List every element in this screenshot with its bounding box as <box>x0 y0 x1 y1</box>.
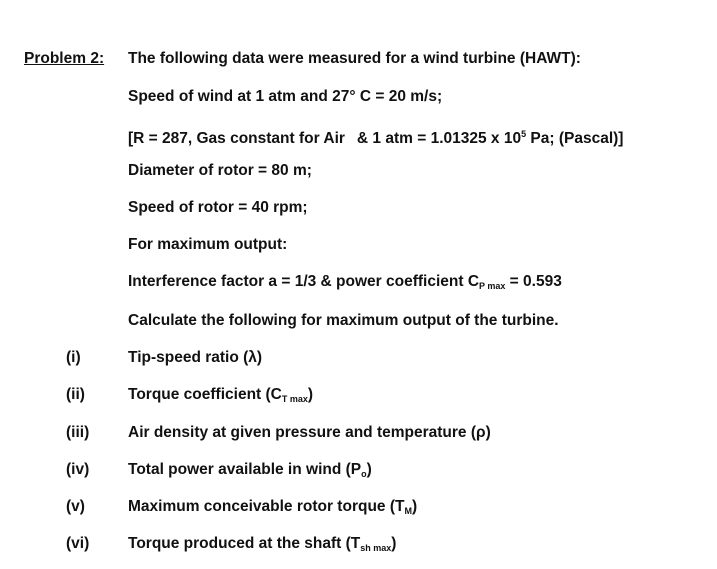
constants-part-a: [R = 287, Gas constant for Air <box>128 130 345 147</box>
item-number: (ii) <box>66 386 85 403</box>
item-text-main: Torque coefficient (C <box>128 386 282 403</box>
item-number: (vi) <box>66 535 90 552</box>
item-text-main: Maximum conceivable rotor torque (T <box>128 498 405 515</box>
given-constants <box>128 124 623 149</box>
item-text <box>128 460 372 484</box>
item-text <box>128 497 417 521</box>
interference-part-b: = 0.593 <box>505 273 562 290</box>
item-text-tail: ) <box>307 386 314 403</box>
item-number: (v) <box>66 498 85 515</box>
calculate-instruction: Calculate the following for maximum output of the turbine. <box>128 312 559 329</box>
item-number: (iv) <box>66 461 90 478</box>
constants-part-b: & 1 atm = 1.01325 x 10 <box>356 130 522 147</box>
item-text-tail: ) <box>366 461 372 478</box>
item-text <box>128 534 396 558</box>
item-text <box>128 385 313 409</box>
item-text <box>128 348 262 372</box>
item-text-main: Torque produced at the shaft (T <box>128 535 361 552</box>
item-number: (iii) <box>66 424 90 441</box>
item-text-tail: ) <box>391 535 397 552</box>
given-rotor-speed: Speed of rotor = 40 rpm; <box>128 199 308 216</box>
given-interference <box>128 272 562 296</box>
interference-subscript: P max <box>479 281 506 291</box>
item-text-sub: o <box>361 469 367 479</box>
problem-label: Problem 2: <box>24 50 105 67</box>
item-text-sub: sh max <box>360 543 392 553</box>
given-wind-speed: Speed of wind at 1 atm and 27° C = 20 m/s; <box>128 88 443 105</box>
item-text-tail: ) <box>411 498 418 515</box>
interference-part-a: Interference factor a = 1/3 & power coefficient C <box>128 273 480 290</box>
problem-intro: The following data were measured for a wind turbine (HAWT): <box>128 50 581 67</box>
item-text-main: Air density at given pressure and temperature (ρ) <box>128 424 491 441</box>
given-diameter: Diameter of rotor = 80 m; <box>128 162 312 179</box>
constants-part-c: Pa; (Pascal)] <box>526 130 624 147</box>
given-max-output: For maximum output: <box>128 236 288 253</box>
item-text-main: Tip-speed ratio (λ) <box>128 349 263 366</box>
item-number: (i) <box>66 349 81 366</box>
constants-exponent: 5 <box>521 129 527 139</box>
item-text-sub: M <box>404 506 412 516</box>
item-text-main: Total power available in wind (P <box>128 461 362 478</box>
item-text-sub: T max <box>281 394 308 404</box>
item-text <box>128 423 491 447</box>
